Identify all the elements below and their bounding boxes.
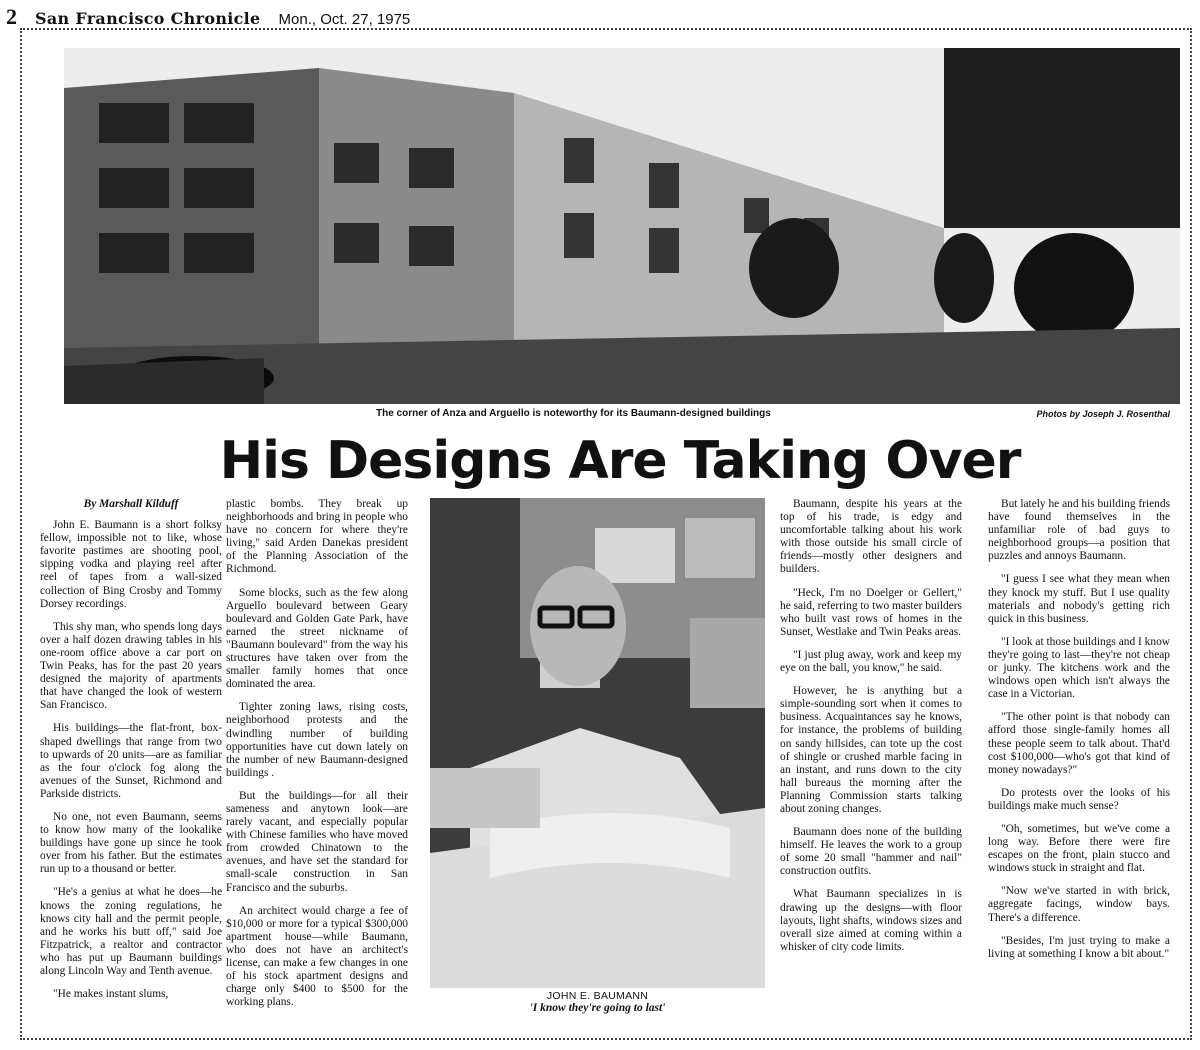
paragraph: "Now we've started in with brick, aggregate facings, window bays. There's a difference. bbox=[988, 885, 1170, 924]
paragraph: "He makes instant slums, bbox=[53, 988, 169, 1001]
main-photo-caption-row bbox=[64, 406, 1180, 422]
paragraph: What Baumann specializes in is drawing up the designs—with floor layouts, light shafts, windows sizes and overall size aimed at coming within a whisker of city code limits. bbox=[780, 888, 962, 953]
column-3 bbox=[780, 498, 962, 964]
paragraph: "Besides, I'm just trying to make a living at something I know a bit about." bbox=[988, 934, 1170, 960]
portrait-photo-illustration bbox=[430, 498, 765, 988]
paragraph: Baumann does none of the building himself. He leaves the work to a group of some 20 small "hammer and nail" construction outfits. bbox=[780, 826, 962, 878]
paragraph: "Heck, I'm no Doelger or Gellert," he said, referring to two master builders who built vast rows of homes in the Sunset, Westlake and Twin Peaks areas. bbox=[780, 586, 962, 638]
paragraph: Do protests over the looks of his buildings make much sense? bbox=[988, 786, 1170, 812]
paragraph: An architect would charge a fee of $10,000 or more for a typical $300,000 apartment house—while Baumann, who does not have an architect's license, can make a few changes in one of his stock apartment designs and charge only $400 to $500 for the working plans. bbox=[226, 904, 408, 1009]
portrait-quote: 'I know they're going to last' bbox=[529, 1002, 666, 1014]
paragraph: No one, not even Baumann, seems to know how many of the lookalike buildings have gone up since he took over from his father. But the estimates run up to a thousand or better. bbox=[40, 810, 222, 876]
paragraph: "He's a genius at what he does—he knows the zoning regulations, he knows city hall and the permit people, and he works his butt off," said Joe Fitzpatrick, a realtor and contractor who has put up Baumann buildings along Lincoln Way and Tenth avenue. bbox=[40, 886, 222, 977]
paragraph: John E. Baumann is a short folksy fellow, impossible not to like, whose favorite pastimes are shooting pool, sipping vodka and playing reel after reel of tapes from a wall-sized collection of Bing Crosby and Tommy Dorsey recordings. bbox=[40, 519, 222, 610]
street-corner-photo-illustration bbox=[64, 48, 1180, 404]
paragraph: plastic bombs. They break up neighborhoods and bring in people who have no concern for where they're living," said Arden Danekas president of the Planning Association of the Richmond. bbox=[226, 498, 408, 576]
column-2 bbox=[226, 498, 408, 1019]
paragraph: "I guess I see what they mean when they knock my stuff. But I use quality materials and nobody's getting rich quick in this business. bbox=[988, 573, 1170, 625]
paragraph: "Oh, sometimes, but we've come a long way. Before there were fire escapes on the front, plain stucco and windows stuck in straight and flat. bbox=[988, 822, 1170, 875]
paragraph: But lately he and his building friends have found themselves in the unfamiliar role of bad guys to neighborhood groups—a position that puzzles and annoys Baumann. bbox=[988, 498, 1170, 563]
paragraph: "I look at those buildings and I know they're going to last—they're not cheap or junky. The kitchens work and the windows open which isn't always the case in a Victorian. bbox=[988, 635, 1170, 701]
street-corner-photo bbox=[64, 48, 1180, 404]
paragraph: His buildings—the flat-front, box-shaped dwellings that range from two to upwards of 20 units—are as familiar as the four o'clock fog along the avenues of the Sunset, Richmond and Parkside districts. bbox=[40, 722, 222, 800]
paragraph: Baumann, despite his years at the top of his trade, is edgy and uncomfortable talking about his work with those outside his small circle of friends—mostly other designers and builders. bbox=[780, 498, 962, 576]
page-number: 2 bbox=[6, 4, 17, 29]
photo-credit: Photos by Joseph J. Rosenthal bbox=[1036, 409, 1170, 419]
newspaper-name: San Francisco Chronicle bbox=[35, 9, 261, 28]
paragraph: "The other point is that nobody can afford those single-family homes all these people seem to talk about. That'd cost $100,000—who's got that kind of money nowadays?" bbox=[988, 711, 1170, 776]
portrait-photo bbox=[430, 498, 765, 988]
portrait-name: JOHN E. BAUMANN bbox=[546, 990, 649, 1002]
paragraph: But the buildings—for all their sameness and anytown look—are rarely vacant, and especially popular with Chinese families who have moved from crowded Chinatown to the avenues, and have set the standard for small-scale construction in San Francisco and the suburbs. bbox=[226, 789, 408, 894]
paragraph: However, he is anything but a simple-sounding sort when it comes to business. Acquaintances say he knows, for instance, the problems of building on sandy hillsides, can tote up the cost of shingle or crushed marble facing in an instant, and runs down to the city hall bureaus the morning after the Planning Commission starts talking about zoning changes. bbox=[780, 685, 962, 815]
byline: By Marshall Kilduff bbox=[83, 498, 179, 510]
paragraph: This shy man, who spends long days over a half dozen drawing tables in his one-room office above a car port on Twin Peaks, has for the past 20 years designed the majority of apartments that have changed the look of western San Francisco. bbox=[40, 620, 222, 712]
headline: His Designs Are Taking Over bbox=[219, 431, 1021, 491]
portrait-caption bbox=[430, 990, 765, 1014]
paragraph: Some blocks, such as the few along Arguello boulevard between Geary boulevard and Golden Gate Park, have earned the street nickname of "Baumann boulevard" from the way his structures have taken over from the smaller family homes that once dominated the area. bbox=[226, 586, 408, 691]
paragraph: Tighter zoning laws, rising costs, neighborhood protests and the dwindling number of building opportunities have cut down lately on the number of new Baumann-designed buildings . bbox=[226, 701, 408, 779]
main-photo-caption: The corner of Anza and Arguello is noteworthy for its Baumann-designed buildings bbox=[376, 408, 771, 419]
column-1 bbox=[40, 498, 222, 1011]
masthead bbox=[6, 4, 410, 30]
column-4 bbox=[988, 498, 1170, 971]
issue-date: Mon., Oct. 27, 1975 bbox=[278, 11, 411, 28]
paragraph: "I just plug away, work and keep my eye on the ball, you know," he said. bbox=[780, 648, 962, 675]
